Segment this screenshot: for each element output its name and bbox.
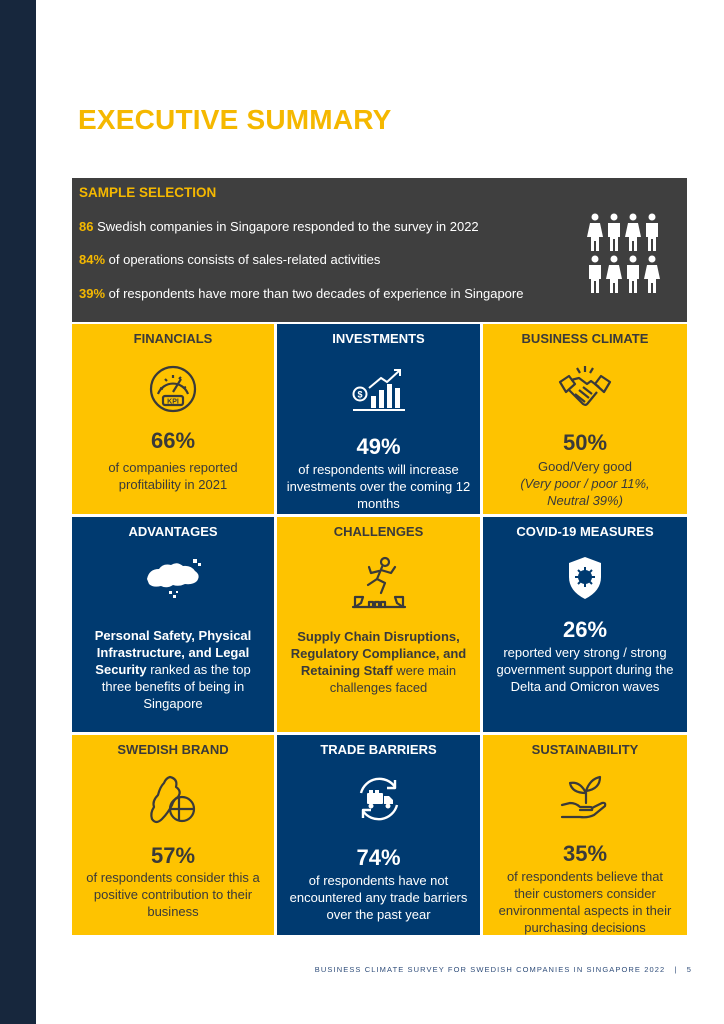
sample-text: of respondents have more than two decades of experience in Singapore bbox=[105, 286, 524, 301]
stat-description: of respondents have not encountered any trade barriers over the past year bbox=[289, 873, 468, 922]
stat-value: 50% bbox=[562, 430, 608, 455]
sample-selection-panel bbox=[72, 178, 687, 322]
tile-title: SWEDISH BRAND bbox=[117, 742, 229, 757]
sweden-map-icon bbox=[148, 775, 198, 832]
page-footer bbox=[315, 965, 692, 974]
sample-line-companies bbox=[79, 219, 479, 234]
sample-line-operations bbox=[79, 252, 380, 267]
tile-investments bbox=[277, 324, 480, 514]
stat-description: of companies reported profitability in 2021 bbox=[108, 460, 238, 492]
tile-swedish-brand bbox=[72, 735, 274, 935]
advantages-bold: Personal Safety, Physical Infrastructure, and Legal Security bbox=[94, 628, 252, 677]
stat-value: 74% bbox=[356, 845, 401, 870]
sample-highlight: 39% bbox=[79, 286, 106, 301]
tile-title: FINANCIALS bbox=[133, 331, 213, 346]
tile-title: COVID-19 MEASURES bbox=[516, 524, 654, 539]
sample-line-experience bbox=[79, 286, 523, 301]
singapore-map-icon bbox=[143, 557, 203, 608]
stat-value: 49% bbox=[356, 434, 401, 459]
plant-hand-icon bbox=[560, 773, 610, 826]
stat-description bbox=[285, 628, 472, 696]
investment-growth-icon bbox=[351, 368, 407, 417]
truck-cycle-icon bbox=[355, 775, 403, 828]
tile-trade-barriers bbox=[277, 735, 480, 935]
sample-text: Swedish companies in Singapore responded to the survey in 2022 bbox=[93, 219, 479, 234]
tile-title: ADVANTAGES bbox=[128, 524, 218, 539]
tile-title: INVESTMENTS bbox=[332, 331, 425, 346]
tile-financials bbox=[72, 324, 274, 514]
stat-value: 26% bbox=[562, 617, 608, 642]
sample-text: of operations consists of sales-related activities bbox=[105, 252, 381, 267]
page-title: EXECUTIVE SUMMARY bbox=[78, 104, 392, 135]
stat-description: Good/Very good bbox=[538, 459, 632, 474]
left-sidebar-band bbox=[0, 0, 36, 1024]
footer-separator: | bbox=[674, 965, 678, 974]
stat-value: 66% bbox=[150, 428, 196, 453]
tile-sustainability bbox=[483, 735, 687, 935]
stat-description: reported very strong / strong government support during the Delta and Omicron waves bbox=[496, 645, 674, 694]
tile-title: CHALLENGES bbox=[333, 524, 424, 539]
virus-shield-icon bbox=[566, 555, 604, 606]
tile-title: TRADE BARRIERS bbox=[320, 742, 437, 757]
stat-breakdown: (Very poor / poor 11%, Neutral 39%) bbox=[520, 476, 650, 508]
tile-title: SUSTAINABILITY bbox=[531, 742, 639, 757]
stat-description bbox=[86, 627, 260, 712]
svg-text:KPI: KPI bbox=[167, 398, 179, 406]
advantages-text: ranked as the top three benefits of being in Singapore bbox=[101, 662, 251, 711]
sample-heading: SAMPLE SELECTION bbox=[79, 185, 217, 200]
handshake-icon bbox=[557, 362, 613, 417]
footer-title: BUSINESS CLIMATE SURVEY FOR SWEDISH COMPANIES IN SINGAPORE 2022 bbox=[314, 965, 666, 974]
tile-title: BUSINESS CLIMATE bbox=[521, 331, 649, 346]
hurdle-jumper-icon bbox=[351, 555, 407, 616]
tile-business-climate bbox=[483, 324, 687, 514]
stat-description: of respondents will increase investments over the coming 12 months bbox=[286, 462, 471, 511]
people-icon bbox=[587, 212, 663, 298]
challenges-bold: Supply Chain Disruptions, Regulatory Compliance, and Retaining Staff bbox=[290, 629, 467, 678]
challenges-text: were main challenges faced bbox=[329, 663, 457, 695]
stat-description: of respondents consider this a positive contribution to their business bbox=[86, 870, 260, 919]
stat-value: 35% bbox=[562, 841, 608, 866]
tile-covid bbox=[483, 517, 687, 732]
stat-value: 57% bbox=[150, 843, 196, 868]
svg-text:$: $ bbox=[356, 389, 363, 400]
tile-challenges bbox=[277, 517, 480, 732]
page-number: 5 bbox=[686, 965, 692, 974]
stat-description: of respondents believe that their customers consider environmental aspects in their purchasing decisions bbox=[498, 869, 672, 935]
tile-advantages bbox=[72, 517, 274, 732]
kpi-gauge-icon bbox=[148, 364, 198, 419]
sample-highlight: 84% bbox=[79, 252, 106, 267]
sample-highlight: 86 bbox=[79, 219, 94, 234]
